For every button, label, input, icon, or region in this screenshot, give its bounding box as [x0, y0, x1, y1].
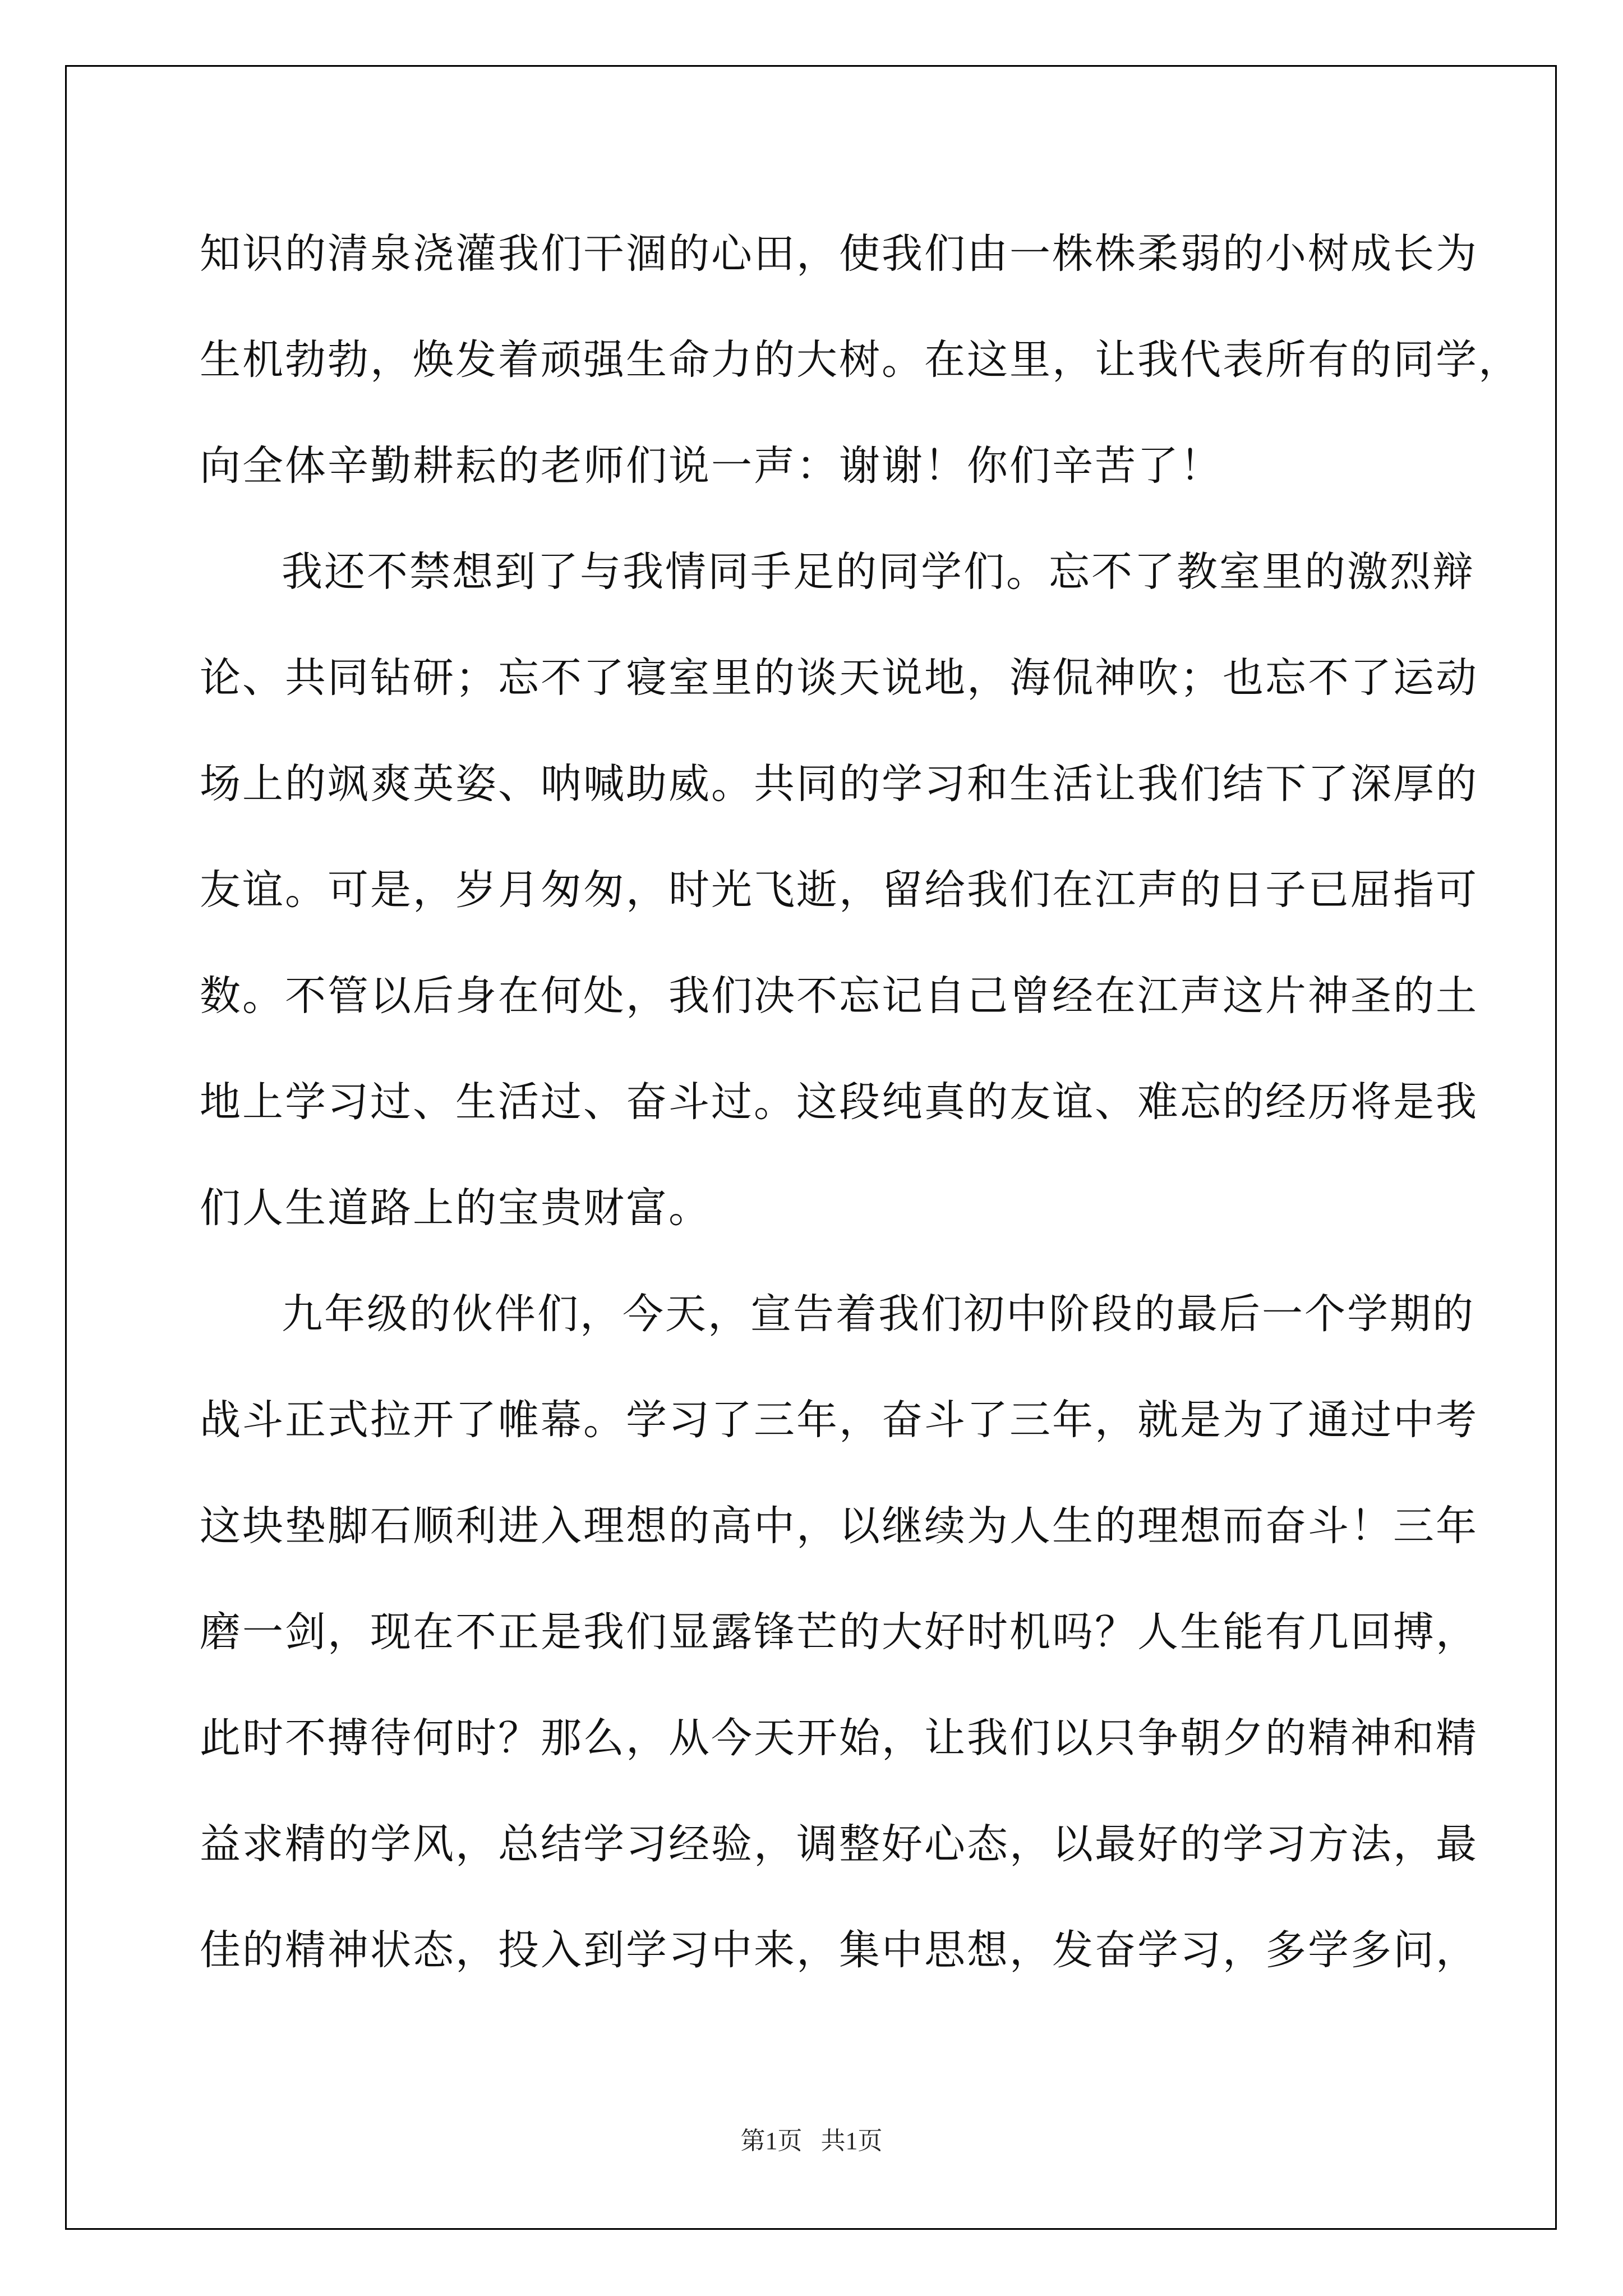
text-line: 佳的精神状态，投入到学习中来，集中思想，发奋学习，多学多问，	[200, 1926, 1478, 1974]
text-line: 场上的飒爽英姿、呐喊助威。共同的学习和生活让我们结下了深厚的	[200, 760, 1478, 808]
paragraph-first-line: 我还不禁想到了与我情同手足的同学们。忘不了教室里的激烈辩	[282, 548, 1475, 596]
text-line: 数。不管以后身在何处，我们决不忘记自己曾经在江声这片神圣的土	[200, 972, 1478, 1020]
text-line: 友谊。可是，岁月匆匆，时光飞逝，留给我们在江声的日子已屈指可	[200, 866, 1478, 914]
paragraph-first-line: 九年级的伙伴们，今天，宣告着我们初中阶段的最后一个学期的	[282, 1290, 1475, 1338]
text-line: 论、共同钻研；忘不了寝室里的谈天说地，海侃神吹；也忘不了运动	[200, 654, 1478, 702]
text-line: 向全体辛勤耕耘的老师们说一声：谢谢！你们辛苦了！	[200, 442, 1223, 490]
page-number-footer: 第1页 共1页	[740, 2127, 883, 2155]
text-line: 益求精的学风，总结学习经验，调整好心态，以最好的学习方法，最	[200, 1820, 1478, 1868]
text-line: 地上学习过、生活过、奋斗过。这段纯真的友谊、难忘的经历将是我	[200, 1078, 1478, 1126]
text-line: 生机勃勃，焕发着顽强生命力的大树。在这里，让我代表所有的同学，	[200, 336, 1521, 384]
text-line: 们人生道路上的宝贵财富。	[200, 1184, 711, 1232]
text-line: 磨一剑，现在不正是我们显露锋芒的大好时机吗？人生能有几回搏，	[200, 1608, 1478, 1656]
text-line: 知识的清泉浇灌我们干涸的心田，使我们由一株株柔弱的小树成长为	[200, 230, 1478, 278]
text-line: 战斗正式拉开了帷幕。学习了三年，奋斗了三年，就是为了通过中考	[200, 1396, 1478, 1444]
document-body	[200, 201, 1521, 2003]
text-line: 这块垫脚石顺利进入理想的高中，以继续为人生的理想而奋斗！三年	[200, 1502, 1478, 1550]
text-line: 此时不搏待何时？那么，从今天开始，让我们以只争朝夕的精神和精	[200, 1714, 1478, 1762]
